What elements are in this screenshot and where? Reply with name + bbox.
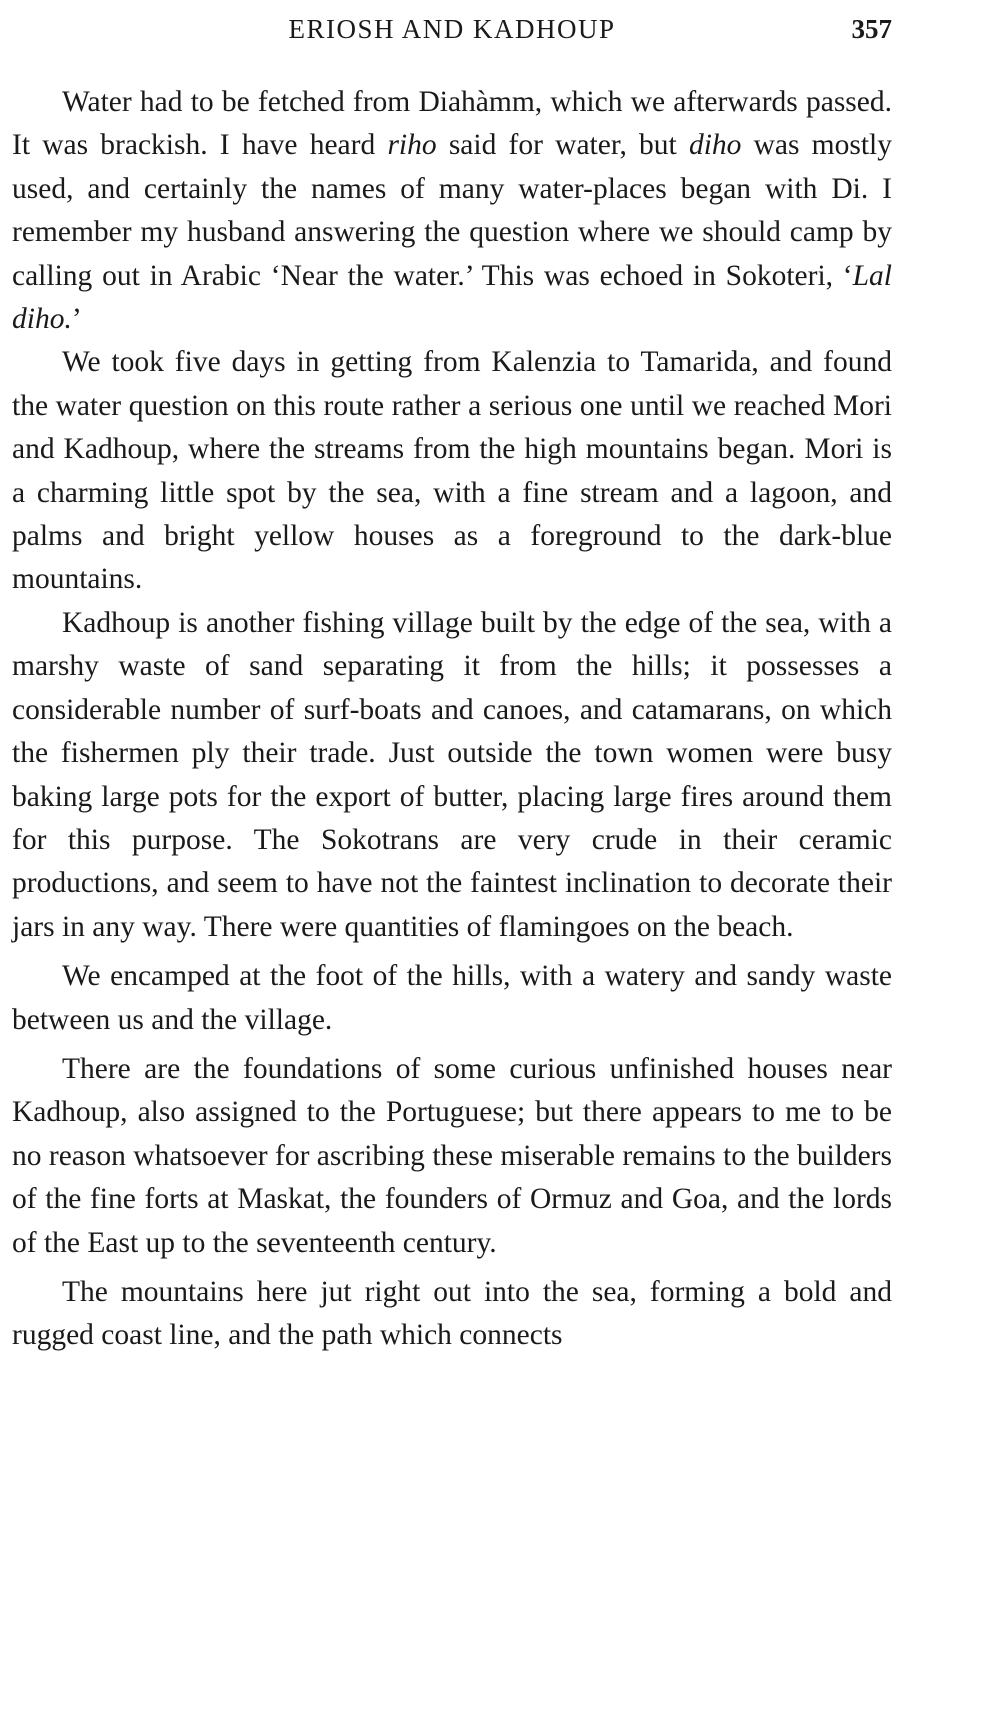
paragraph (12, 1271, 892, 1358)
paragraph (12, 1048, 892, 1265)
running-head (12, 14, 892, 54)
paragraph (12, 602, 892, 949)
text-run: Kadhoup is another fishing village built by the edge of the sea, with a marshy waste of sand separating it from the hills; it possesses a considerable number of surf-boats and canoes, and catamarans, on which the fishermen ply their trade. Just outside the town women were busy baking large pots for the export of butter, placing large fires around them for this purpose. The Sokotrans are very crude in their ceramic productions, and seem to have not the faintest inclination to decorate their jars in any way. There were quantities of flamingoes on the beach. (12, 606, 892, 943)
text-run: We took five days in getting from Kalenzia to Tamarida, and found the water question on this route rather a serious one until we reached Mori and Kadhoup, where the streams from the high mountains began. Mori is a charming little spot by the sea, with a fine stream and a lagoon, and palms and bright yellow houses as a foreground to the dark-blue mountains. (12, 346, 892, 596)
text-run: said for water, but (436, 129, 689, 162)
text-run: There are the foundations of some curious unfinished houses near Kadhoup, also assigned to the Portuguese; but there appears to me to be no reason whatsoever for ascribing these miserable remains to the builders of the fine forts at Maskat, the founders of Ormuz and Goa, and the lords of the East up to the seventeenth century. (12, 1052, 892, 1259)
text-run: Water had to be fetched from Diahàmm, which we afterwards passed. It was brackish. I have heard (12, 86, 892, 162)
text-run: ’ (71, 303, 82, 336)
text-run: The mountains here jut right out into the sea, forming a bold and rugged coast line, and the path which connects (12, 1275, 892, 1352)
body-text (12, 81, 892, 1358)
italic-term: Lal diho. (12, 259, 892, 336)
page-number: 357 (851, 14, 892, 44)
text-run: was mostly used, and certainly the names of many water-places began with Di. I remember my husband answering the question where we should camp by calling out in Arabic ‘Near the water.’ This was echoed in Sokoteri, ‘ (12, 129, 893, 292)
text-run: We encamped at the foot of the hills, with a watery and sandy waste between us and the village. (12, 960, 892, 1036)
italic-term: riho (387, 129, 437, 162)
paragraph (12, 81, 892, 341)
chapter-title: ERIOSH AND KADHOUP (288, 14, 616, 44)
paragraph (12, 341, 892, 601)
paragraph (12, 955, 892, 1042)
book-page (12, 14, 892, 1358)
italic-term: diho (688, 129, 742, 162)
